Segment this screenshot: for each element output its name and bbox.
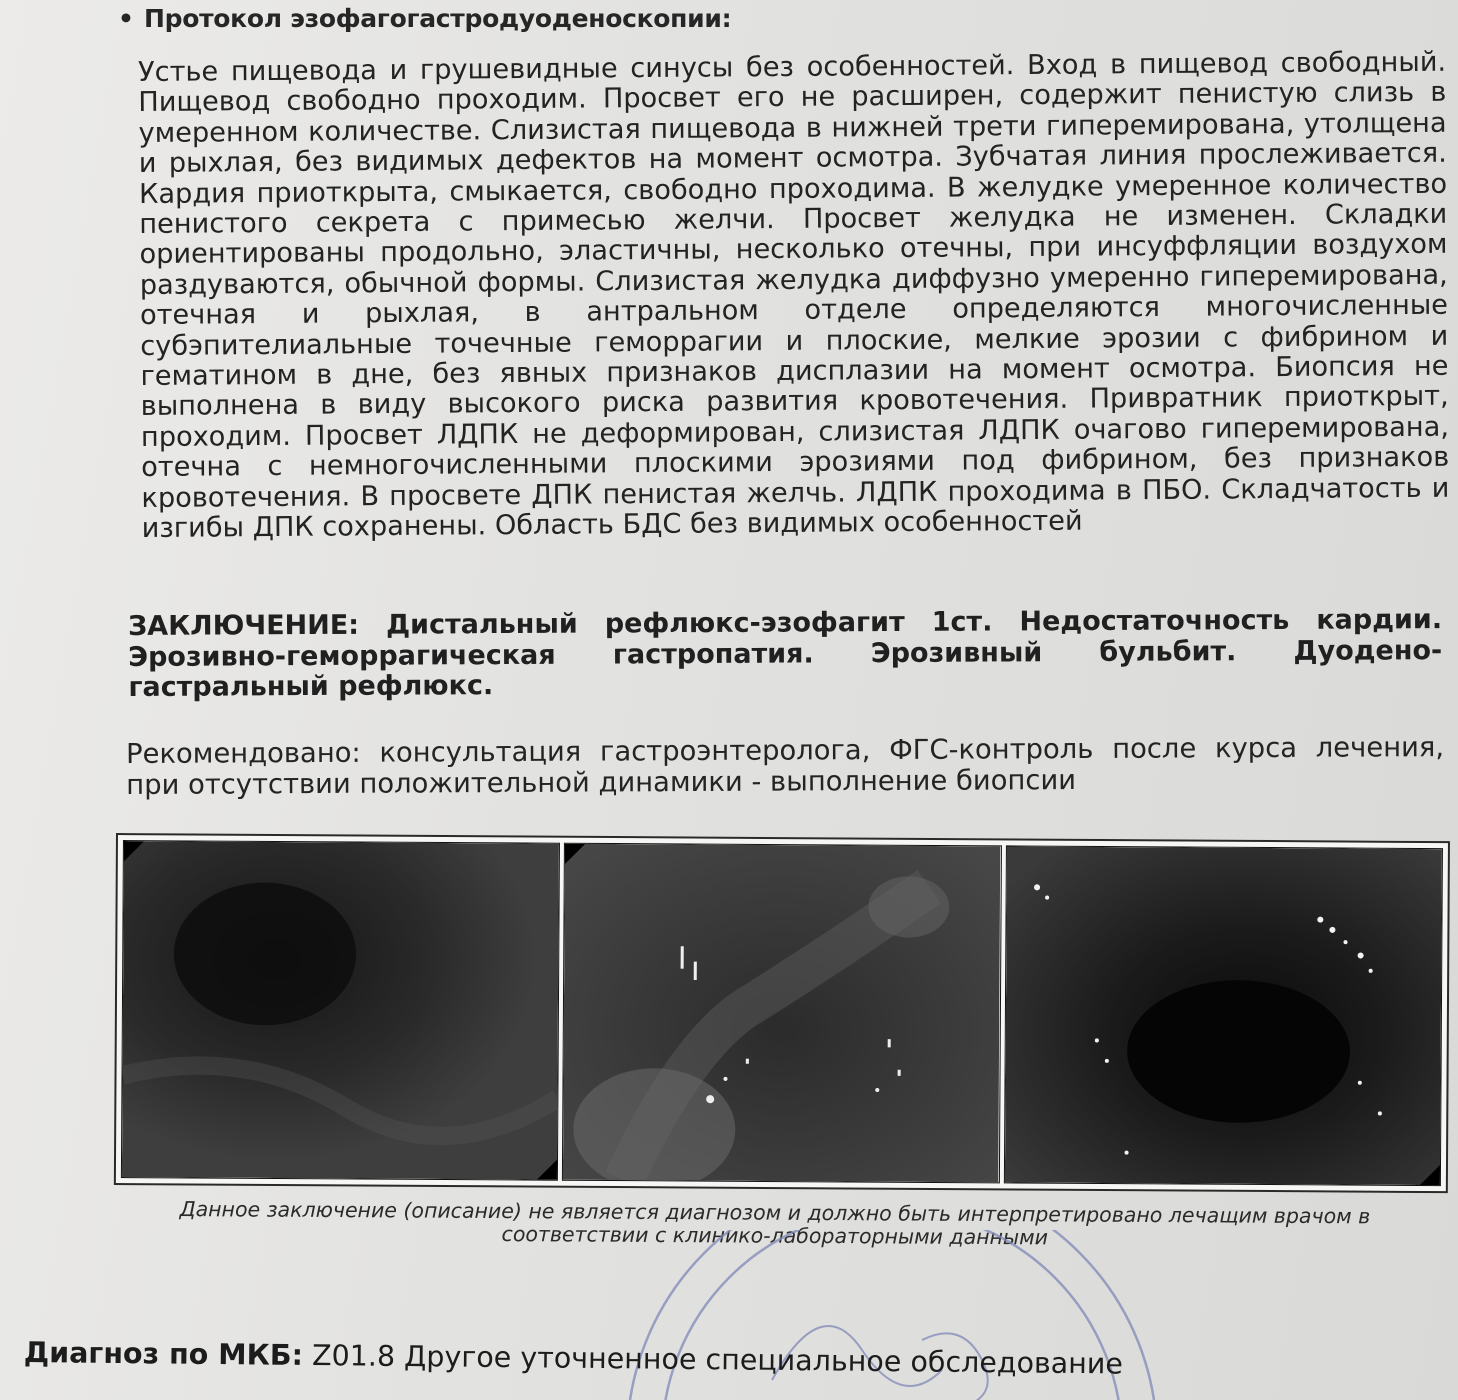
conclusion-text: ЗАКЛЮЧЕНИЕ: Дистальный рефлюкс-эзофагит 1ст. Недостаточность кардии. Эрозивно-геморрагическая гастропатия. Эрозивный бульбит. Дуодено-гастральный рефлюкс.	[127, 604, 1443, 703]
protocol-body: Устье пищевода и грушевидные синусы без особенностей. Вход в пищевод свободный. Пищевод свободно проходим. Просвет его не расширен, содержит пенистую слизь в умеренном количестве. Слизистая пищевода в нижней трети гиперемирована, утолщена и рыхлая, без видимых дефектов на момент осмотра. Зубчатая линия прослеживается. Кардия приоткрыта, смыкается, свободно проходима. В желудке умеренное количество пенистого секрета с примесью желчи. Просвет желудка не изменен. Складки ориентированы продольно, эластичны, несколько отечны, при инсуффляции воздухом раздуваются, обычной формы. Слизистая желудка диффузно умеренно гиперемирована, отечная и рыхлая, в антральном отделе определяются многочисленные субэпителиальные точечные геморрагии и плоские, мелкие эрозии с фибрином и гематином в дне, без явных признаков дисплазии на момент осмотра. Биопсия не выполнена в виду высокого риска развития кровотечения. Привратник приоткрыт, проходим. Просвет ЛДПК не деформирован, слизистая ЛДПК очагово гиперемирована, отечна с немногочисленными плоскими эрозиями под фибрином, без признаков кровотечения. В просвете ДПК пенистая желчь. ЛДПК проходима в ПБО. Складчатость и изгибы ДПК сохранены. Область БДС без видимых особенностей	[137, 46, 1450, 545]
icd-diagnosis-value: Z01.8 Другое уточненное специальное обследование	[311, 1339, 1124, 1381]
heading-text: Протокол эзофагогастродуоденоскопии:	[144, 4, 732, 33]
endoscopy-image-duodenum	[1004, 845, 1443, 1186]
endoscopy-image-stomach	[562, 843, 1001, 1184]
bullet-icon: •	[118, 4, 134, 33]
endoscopy-image-esophagus	[121, 840, 560, 1181]
endoscopy-image-strip	[114, 833, 1450, 1193]
disclaimer-text: Данное заключение (описание) не является диагнозом и должно быть интерпретировано лечащим врачом в соответствии с клинико-лабораторными данными	[179, 1197, 1371, 1250]
recommendation-text: Рекомендовано: консультация гастроэнтеролога, ФГС-контроль после курса лечения, при отсутствии положительной динамики - выполнение биопсии	[125, 732, 1445, 801]
section-heading	[118, 4, 731, 33]
icd-diagnosis-label: Диагноз по МКБ:	[23, 1336, 304, 1372]
